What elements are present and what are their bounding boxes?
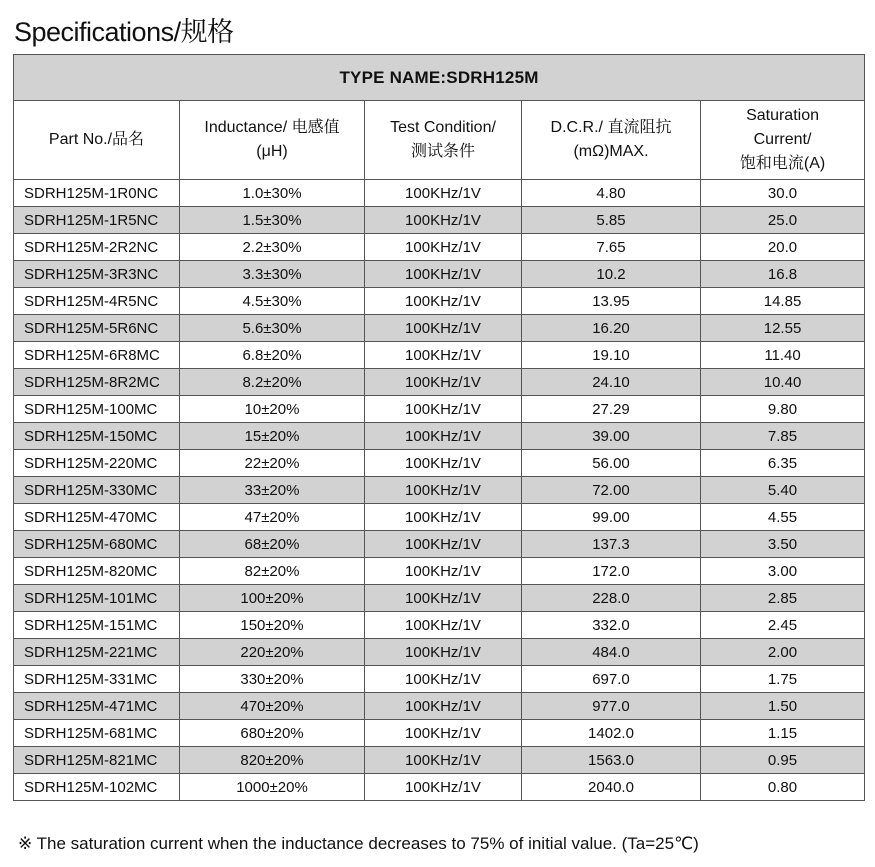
saturation-current-cell: 16.8 xyxy=(701,261,865,288)
spec-table xyxy=(13,54,865,801)
inductance-cell: 4.5±30% xyxy=(180,288,365,315)
dcr-cell: 172.0 xyxy=(522,558,701,585)
saturation-current-header-line: Current/ xyxy=(753,131,812,148)
dcr-cell: 228.0 xyxy=(522,585,701,612)
part-number-cell: SDRH125M-821MC xyxy=(14,747,180,774)
table-row xyxy=(14,585,865,612)
dcr-cell: 72.00 xyxy=(522,477,701,504)
inductance-cell: 820±20% xyxy=(180,747,365,774)
table-row xyxy=(14,558,865,585)
part-number-cell: SDRH125M-1R5NC xyxy=(14,207,180,234)
table-row xyxy=(14,612,865,639)
saturation-current-cell: 10.40 xyxy=(701,369,865,396)
table-row xyxy=(14,396,865,423)
saturation-current-header xyxy=(701,101,865,180)
table-row xyxy=(14,234,865,261)
test-condition-cell: 100KHz/1V xyxy=(365,342,522,369)
inductance-header-line: Inductance/ 电感值 xyxy=(204,119,340,136)
dcr-cell: 56.00 xyxy=(522,450,701,477)
dcr-cell: 7.65 xyxy=(522,234,701,261)
test-condition-cell: 100KHz/1V xyxy=(365,747,522,774)
test-condition-cell: 100KHz/1V xyxy=(365,504,522,531)
saturation-current-cell: 20.0 xyxy=(701,234,865,261)
part-number-cell: SDRH125M-151MC xyxy=(14,612,180,639)
table-row xyxy=(14,207,865,234)
saturation-current-cell: 25.0 xyxy=(701,207,865,234)
dcr-cell: 977.0 xyxy=(522,693,701,720)
type-name-cell: TYPE NAME:SDRH125M xyxy=(14,55,865,101)
dcr-cell: 4.80 xyxy=(522,180,701,207)
dcr-cell: 1402.0 xyxy=(522,720,701,747)
part-number-cell: SDRH125M-330MC xyxy=(14,477,180,504)
part-no-header xyxy=(14,101,180,180)
part-number-cell: SDRH125M-680MC xyxy=(14,531,180,558)
saturation-current-cell: 9.80 xyxy=(701,396,865,423)
saturation-current-cell: 0.95 xyxy=(701,747,865,774)
type-name-row xyxy=(14,55,865,101)
inductance-cell: 6.8±20% xyxy=(180,342,365,369)
part-number-cell: SDRH125M-101MC xyxy=(14,585,180,612)
part-number-cell: SDRH125M-220MC xyxy=(14,450,180,477)
part-number-cell: SDRH125M-331MC xyxy=(14,666,180,693)
inductance-cell: 1.0±30% xyxy=(180,180,365,207)
dcr-cell: 1563.0 xyxy=(522,747,701,774)
test-condition-cell: 100KHz/1V xyxy=(365,450,522,477)
saturation-current-cell: 5.40 xyxy=(701,477,865,504)
saturation-current-cell: 12.55 xyxy=(701,315,865,342)
part-number-cell: SDRH125M-681MC xyxy=(14,720,180,747)
part-number-cell: SDRH125M-6R8MC xyxy=(14,342,180,369)
dcr-cell: 697.0 xyxy=(522,666,701,693)
table-row xyxy=(14,342,865,369)
part-number-cell: SDRH125M-470MC xyxy=(14,504,180,531)
inductance-header-line: (μH) xyxy=(256,143,288,160)
inductance-cell: 8.2±20% xyxy=(180,369,365,396)
saturation-current-cell: 14.85 xyxy=(701,288,865,315)
test-condition-cell: 100KHz/1V xyxy=(365,315,522,342)
test-condition-cell: 100KHz/1V xyxy=(365,261,522,288)
test-condition-cell: 100KHz/1V xyxy=(365,234,522,261)
part-number-cell: SDRH125M-100MC xyxy=(14,396,180,423)
dcr-cell: 2040.0 xyxy=(522,774,701,801)
page-title: Specifications/规格 xyxy=(14,17,234,47)
table-row xyxy=(14,261,865,288)
saturation-current-cell: 2.45 xyxy=(701,612,865,639)
table-row xyxy=(14,693,865,720)
inductance-cell: 22±20% xyxy=(180,450,365,477)
dcr-header-line: (mΩ)MAX. xyxy=(573,143,649,160)
test-condition-header xyxy=(365,101,522,180)
saturation-current-cell: 6.35 xyxy=(701,450,865,477)
test-condition-cell: 100KHz/1V xyxy=(365,558,522,585)
test-condition-cell: 100KHz/1V xyxy=(365,639,522,666)
saturation-current-header-line: 饱和电流(A) xyxy=(739,155,826,172)
inductance-cell: 1.5±30% xyxy=(180,207,365,234)
table-row xyxy=(14,774,865,801)
table-row xyxy=(14,531,865,558)
table-row xyxy=(14,639,865,666)
saturation-current-cell: 3.50 xyxy=(701,531,865,558)
saturation-current-cell: 1.50 xyxy=(701,693,865,720)
test-condition-cell: 100KHz/1V xyxy=(365,423,522,450)
test-condition-cell: 100KHz/1V xyxy=(365,666,522,693)
inductance-cell: 82±20% xyxy=(180,558,365,585)
part-number-cell: SDRH125M-150MC xyxy=(14,423,180,450)
table-row xyxy=(14,180,865,207)
inductance-cell: 5.6±30% xyxy=(180,315,365,342)
test-condition-header-line: Test Condition/ xyxy=(390,119,496,136)
dcr-cell: 99.00 xyxy=(522,504,701,531)
part-number-cell: SDRH125M-5R6NC xyxy=(14,315,180,342)
table-row xyxy=(14,315,865,342)
inductance-cell: 220±20% xyxy=(180,639,365,666)
test-condition-cell: 100KHz/1V xyxy=(365,585,522,612)
dcr-cell: 24.10 xyxy=(522,369,701,396)
dcr-cell: 137.3 xyxy=(522,531,701,558)
table-row xyxy=(14,450,865,477)
test-condition-cell: 100KHz/1V xyxy=(365,369,522,396)
table-row xyxy=(14,504,865,531)
part-number-cell: SDRH125M-2R2NC xyxy=(14,234,180,261)
test-condition-cell: 100KHz/1V xyxy=(365,396,522,423)
dcr-cell: 27.29 xyxy=(522,396,701,423)
saturation-current-cell: 3.00 xyxy=(701,558,865,585)
table-row xyxy=(14,666,865,693)
dcr-header xyxy=(522,101,701,180)
table-row xyxy=(14,477,865,504)
saturation-current-header-line: Saturation xyxy=(746,107,819,124)
dcr-header-line: D.C.R./ 直流阻抗 xyxy=(550,119,672,136)
saturation-current-cell: 11.40 xyxy=(701,342,865,369)
inductance-cell: 10±20% xyxy=(180,396,365,423)
test-condition-header-line: 测试条件 xyxy=(410,143,475,160)
inductance-cell: 2.2±30% xyxy=(180,234,365,261)
inductance-cell: 680±20% xyxy=(180,720,365,747)
part-number-cell: SDRH125M-4R5NC xyxy=(14,288,180,315)
table-row xyxy=(14,423,865,450)
test-condition-cell: 100KHz/1V xyxy=(365,288,522,315)
saturation-current-cell: 2.00 xyxy=(701,639,865,666)
inductance-cell: 100±20% xyxy=(180,585,365,612)
part-no-header-line: Part No./品名 xyxy=(48,131,145,148)
saturation-current-cell: 0.80 xyxy=(701,774,865,801)
saturation-current-cell: 4.55 xyxy=(701,504,865,531)
saturation-current-cell: 2.85 xyxy=(701,585,865,612)
part-number-cell: SDRH125M-221MC xyxy=(14,639,180,666)
inductance-cell: 47±20% xyxy=(180,504,365,531)
inductance-header xyxy=(180,101,365,180)
dcr-cell: 484.0 xyxy=(522,639,701,666)
dcr-cell: 10.2 xyxy=(522,261,701,288)
inductance-cell: 33±20% xyxy=(180,477,365,504)
test-condition-cell: 100KHz/1V xyxy=(365,477,522,504)
inductance-cell: 330±20% xyxy=(180,666,365,693)
part-number-cell: SDRH125M-1R0NC xyxy=(14,180,180,207)
dcr-cell: 5.85 xyxy=(522,207,701,234)
saturation-current-cell: 30.0 xyxy=(701,180,865,207)
inductance-cell: 1000±20% xyxy=(180,774,365,801)
test-condition-cell: 100KHz/1V xyxy=(365,774,522,801)
part-number-cell: SDRH125M-471MC xyxy=(14,693,180,720)
test-condition-cell: 100KHz/1V xyxy=(365,693,522,720)
saturation-current-cell: 1.75 xyxy=(701,666,865,693)
dcr-cell: 19.10 xyxy=(522,342,701,369)
table-row xyxy=(14,369,865,396)
dcr-cell: 39.00 xyxy=(522,423,701,450)
table-row xyxy=(14,747,865,774)
footnote: ※ The saturation current when the inductance decreases to 75% of initial value. (Ta=25℃) xyxy=(18,834,699,853)
test-condition-cell: 100KHz/1V xyxy=(365,531,522,558)
dcr-cell: 16.20 xyxy=(522,315,701,342)
dcr-cell: 332.0 xyxy=(522,612,701,639)
saturation-current-cell: 1.15 xyxy=(701,720,865,747)
test-condition-cell: 100KHz/1V xyxy=(365,720,522,747)
table-row xyxy=(14,720,865,747)
test-condition-cell: 100KHz/1V xyxy=(365,612,522,639)
saturation-current-cell: 7.85 xyxy=(701,423,865,450)
part-number-cell: SDRH125M-102MC xyxy=(14,774,180,801)
part-number-cell: SDRH125M-8R2MC xyxy=(14,369,180,396)
table-row xyxy=(14,288,865,315)
test-condition-cell: 100KHz/1V xyxy=(365,207,522,234)
inductance-cell: 470±20% xyxy=(180,693,365,720)
column-header-row xyxy=(14,101,865,180)
inductance-cell: 150±20% xyxy=(180,612,365,639)
inductance-cell: 68±20% xyxy=(180,531,365,558)
dcr-cell: 13.95 xyxy=(522,288,701,315)
inductance-cell: 3.3±30% xyxy=(180,261,365,288)
part-number-cell: SDRH125M-820MC xyxy=(14,558,180,585)
inductance-cell: 15±20% xyxy=(180,423,365,450)
part-number-cell: SDRH125M-3R3NC xyxy=(14,261,180,288)
table-body xyxy=(14,180,865,801)
test-condition-cell: 100KHz/1V xyxy=(365,180,522,207)
